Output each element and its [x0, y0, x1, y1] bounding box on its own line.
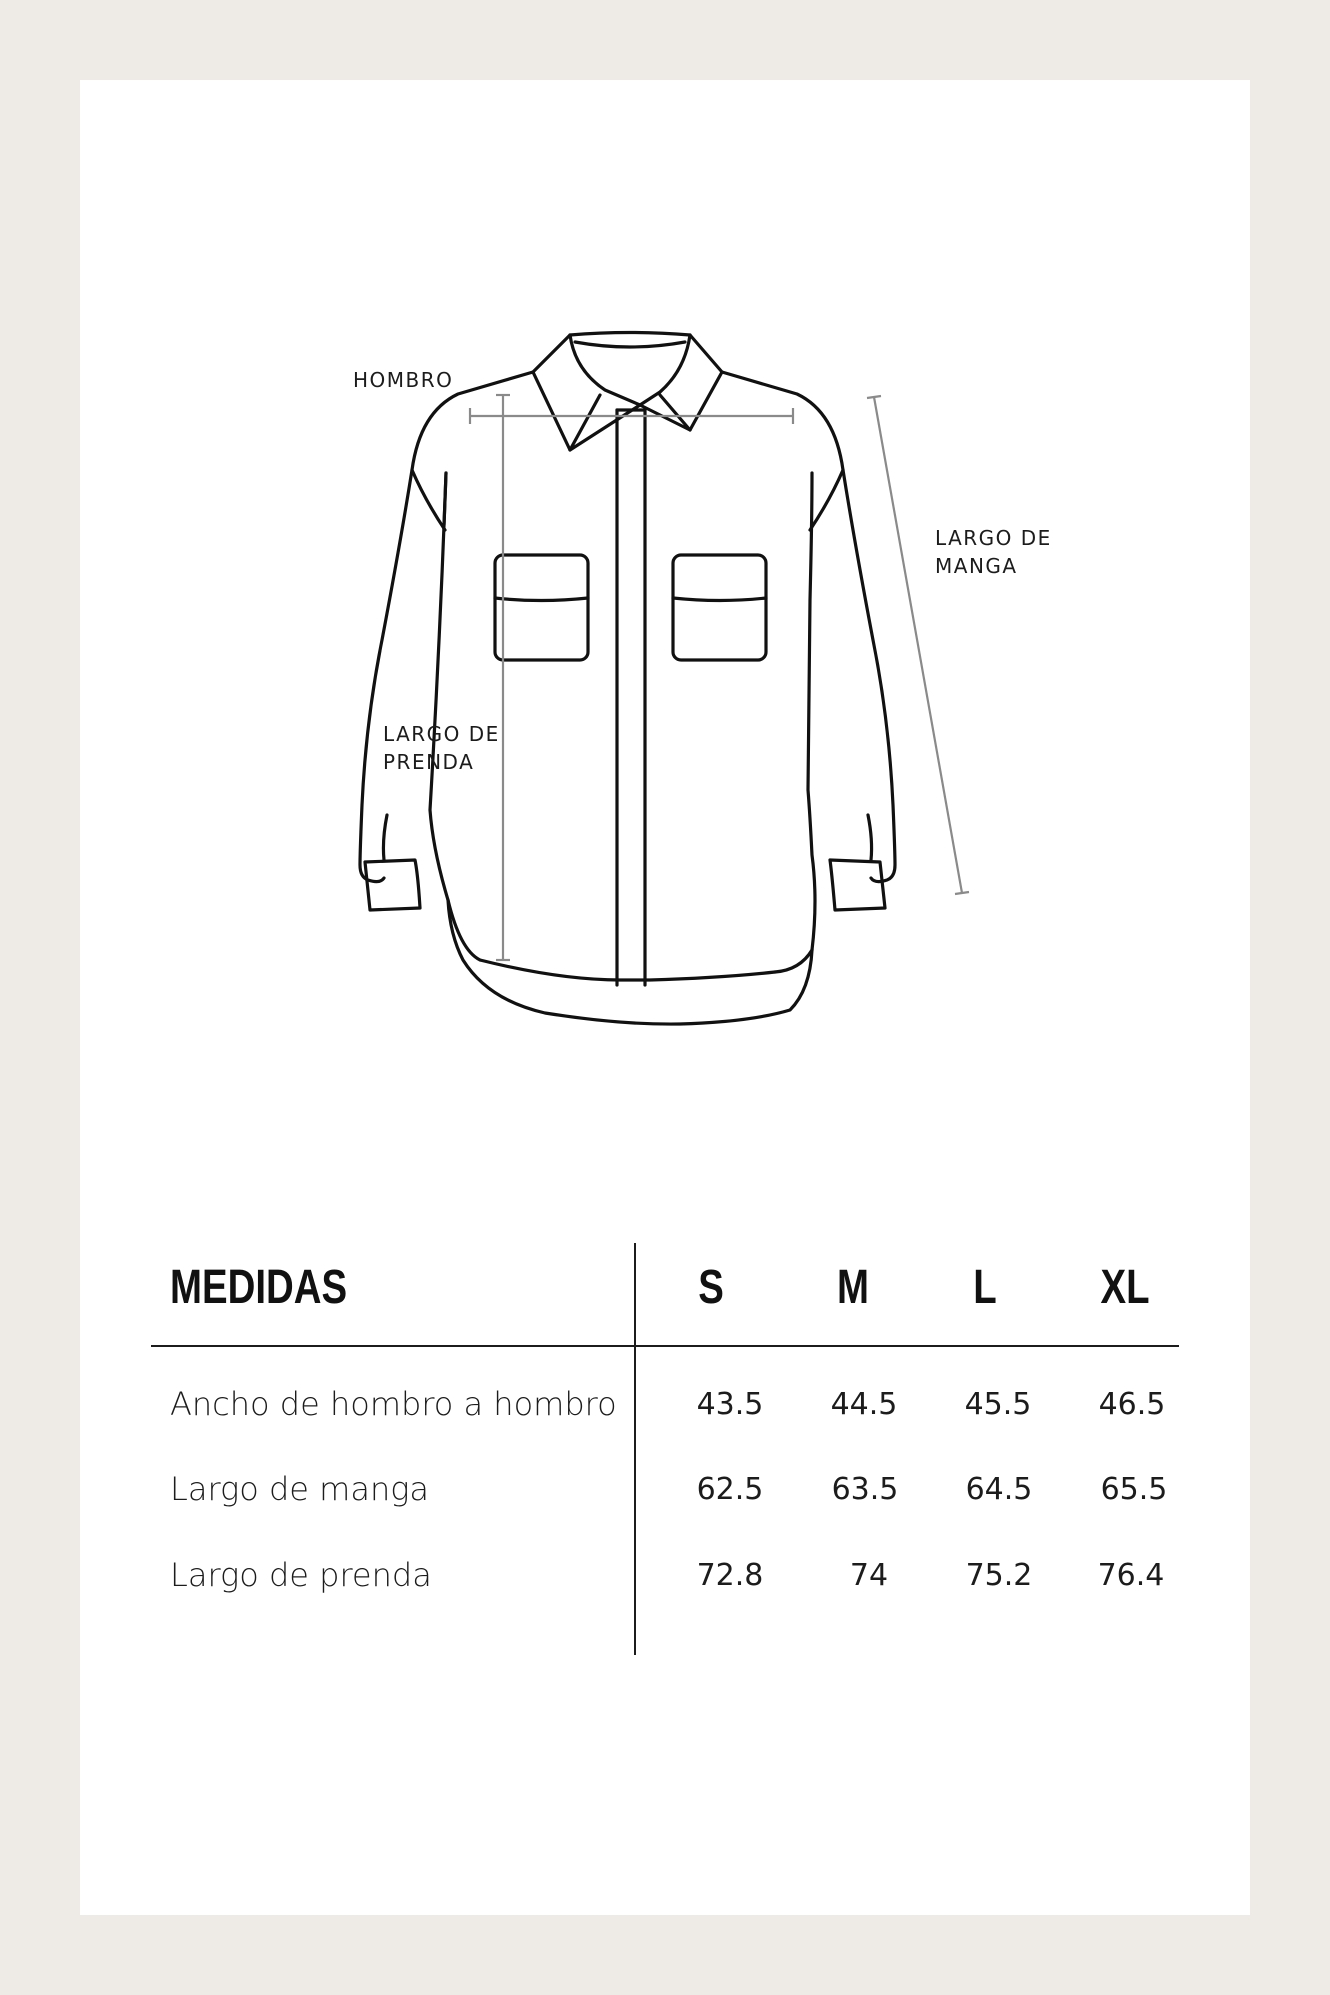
cell: 76.4 — [1097, 1558, 1165, 1593]
sleeve-length-measure-line — [874, 397, 962, 893]
table-header-divider — [151, 1345, 1179, 1347]
shoulder-label-text: HOMBRO — [353, 368, 454, 392]
cell: 44.5 — [830, 1387, 898, 1422]
sleeve-label-line2: MANGA — [935, 554, 1018, 578]
shoulder-label — [353, 366, 453, 394]
size-header-xl: XL — [1100, 1261, 1150, 1314]
sleeve-label-line1: LARGO DE — [935, 526, 1052, 550]
table-vertical-divider — [634, 1243, 636, 1655]
row-label-shoulder-width: Ancho de hombro a hombro — [170, 1385, 617, 1423]
cell: 74 — [849, 1558, 889, 1593]
collar — [533, 333, 722, 451]
garment-label-line2: PRENDA — [383, 750, 475, 774]
left-cuff — [365, 860, 420, 910]
sleeve-length-label — [935, 524, 1052, 580]
cell: 65.5 — [1100, 1472, 1168, 1507]
table-title: MEDIDAS — [170, 1261, 348, 1314]
size-header-s: S — [698, 1261, 724, 1314]
cell: 75.2 — [965, 1558, 1033, 1593]
right-pocket — [673, 555, 766, 660]
size-header-m: M — [837, 1261, 869, 1314]
size-header-l: L — [973, 1261, 997, 1314]
right-cuff — [830, 860, 885, 910]
cell: 45.5 — [964, 1387, 1032, 1422]
garment-length-label — [383, 720, 500, 776]
cell: 63.5 — [831, 1472, 899, 1507]
row-label-garment-length: Largo de prenda — [170, 1556, 432, 1594]
left-pocket — [495, 555, 588, 660]
cell: 64.5 — [965, 1472, 1033, 1507]
cell: 72.8 — [696, 1558, 764, 1593]
cell: 43.5 — [696, 1387, 764, 1422]
shirt-body-outline — [360, 372, 533, 882]
cell: 62.5 — [696, 1472, 764, 1507]
row-label-sleeve-length: Largo de manga — [170, 1470, 430, 1508]
garment-label-line1: LARGO DE — [383, 722, 500, 746]
cell: 46.5 — [1098, 1387, 1166, 1422]
